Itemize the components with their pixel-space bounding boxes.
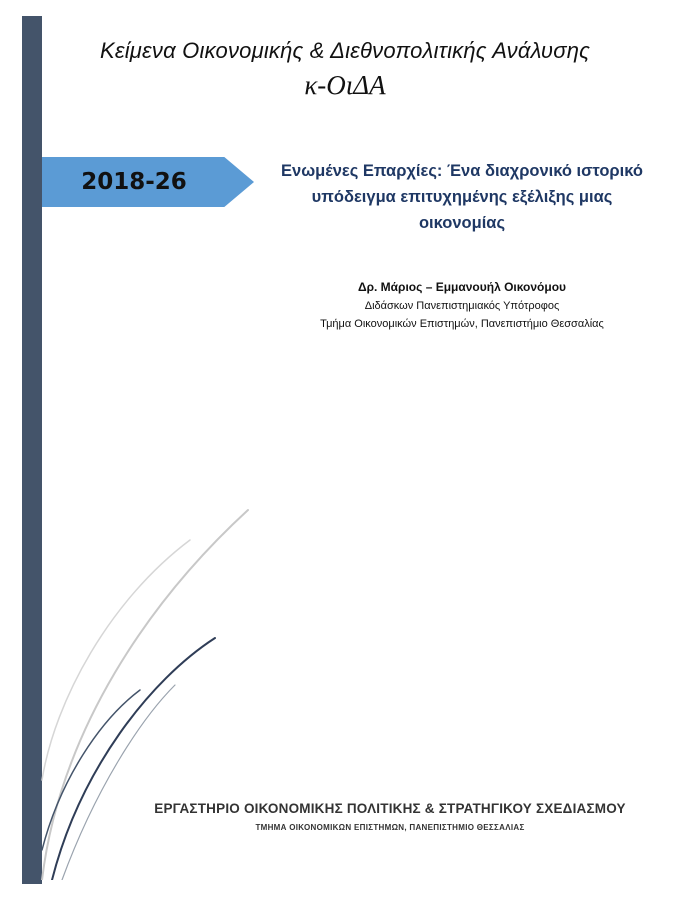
paper-title-line: υπόδειγμα επιτυχημένης εξέλιξης μιας (311, 188, 613, 206)
series-abbreviation: κ-ΟιΔΑ (304, 70, 386, 100)
paper-title (262, 158, 662, 236)
author-position: Διδάσκων Πανεπιστημιακός Υπότροφος (364, 300, 560, 312)
swoosh-gray-mid (62, 685, 175, 880)
author-name: Δρ. Μάριος – Εμμανουήλ Οικονόμου (357, 280, 567, 294)
lab-department: ΤΜΗΜΑ ΟΙΚΟΝΟΜΙΚΩΝ ΕΠΙΣΤΗΜΩΝ, ΠΑΝΕΠΙΣΤΗΜΙΟ ΘΕΣΣΑΛΙΑΣ (255, 823, 525, 832)
swoosh-light-short (42, 540, 190, 780)
author-department: Τμήμα Οικονομικών Επιστημών, Πανεπιστήμιο Θεσσαλίας (320, 318, 604, 330)
paper-number: 2018-26 (81, 169, 187, 195)
paper-title-line: Ενωμένες Επαρχίες: Ένα διαχρονικό ιστορικό (281, 162, 643, 180)
paper-title-line: οικονομίας (418, 214, 506, 232)
series-title: Κείμενα Οικονομικής & Διεθνοπολιτικής Ανάλυσης (99, 38, 591, 63)
decorative-swooshes (0, 480, 300, 880)
lab-name: ΕΡΓΑΣΤΗΡΙΟ ΟΙΚΟΝΟΜΙΚΗΣ ΠΟΛΙΤΙΚΗΣ & ΣΤΡΑΤΗΓΙΚΟΥ ΣΧΕΔΙΑΣΜΟΥ (154, 801, 626, 816)
